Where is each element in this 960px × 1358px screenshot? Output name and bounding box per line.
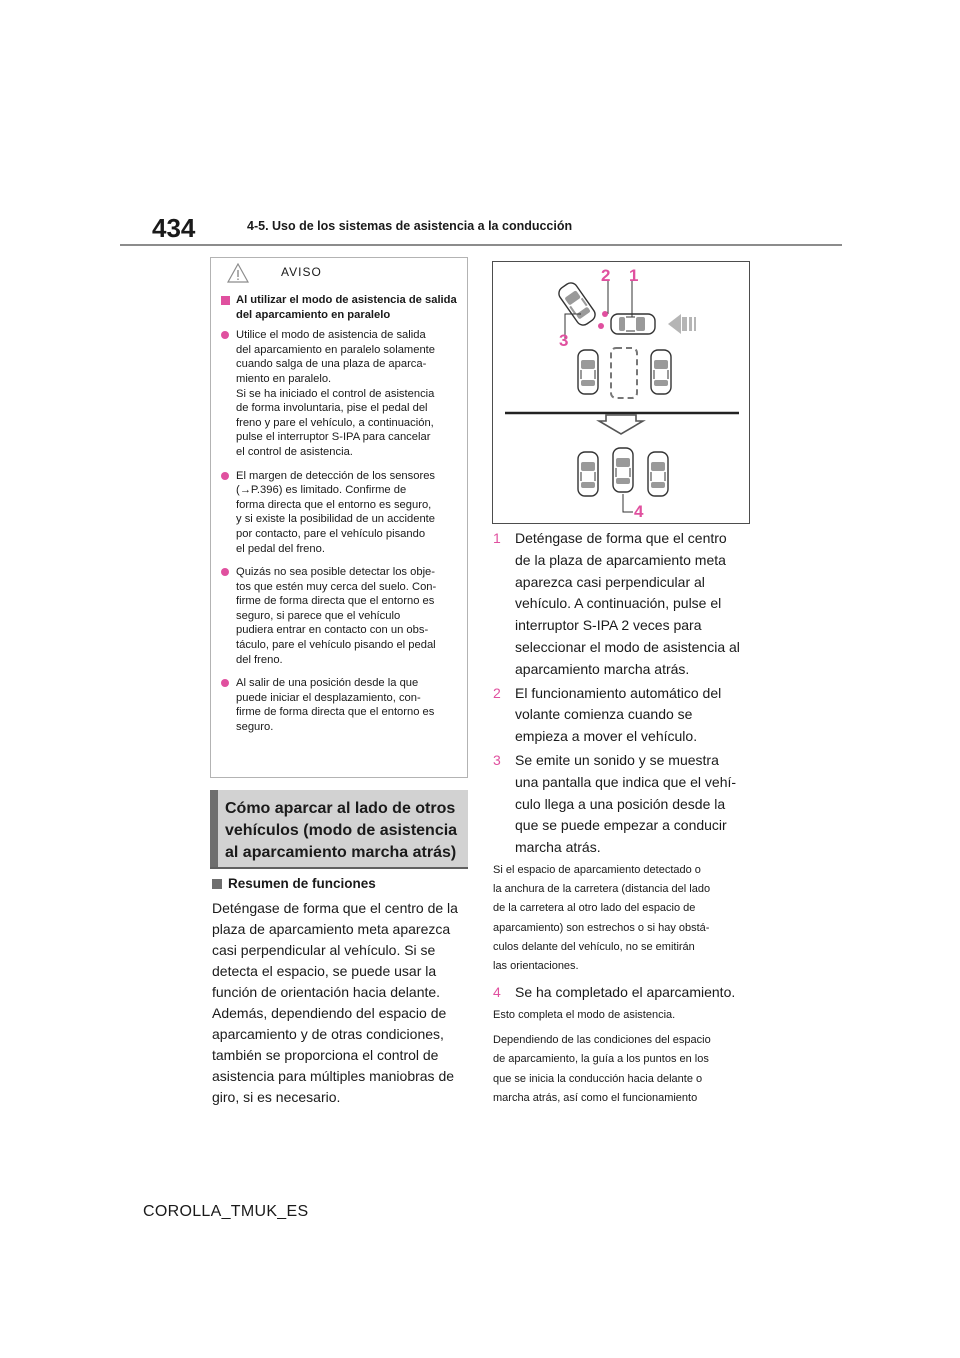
square-bullet-icon bbox=[212, 879, 222, 889]
callout-1: 1 bbox=[629, 266, 639, 285]
warning-bullet bbox=[221, 469, 463, 557]
callout-3: 3 bbox=[559, 331, 569, 350]
step-text: Se emite un sonido y se muestra una pantalla que indica que el vehí- culo llega a una posición desde la que se puede empezar a conducir marcha atrás. bbox=[515, 751, 737, 856]
warning-body bbox=[221, 293, 463, 744]
step-text: Se ha completado el aparcamiento. bbox=[515, 984, 736, 1001]
warning-title: AVISO bbox=[281, 265, 322, 279]
section-heading-box bbox=[210, 790, 468, 869]
warning-bullet bbox=[221, 328, 463, 459]
warning-bullet bbox=[221, 565, 463, 667]
square-bullet-icon bbox=[221, 296, 230, 305]
chapter-title: 4-5. Uso de los sistemas de asistencia a la conducción bbox=[247, 219, 573, 233]
down-arrow-icon bbox=[599, 415, 643, 434]
direction-arrow-icon bbox=[668, 314, 696, 334]
step-text: El funcionamiento automático del volante comienza cuando se empieza a mover el vehículo. bbox=[515, 684, 722, 745]
car-own-parked bbox=[613, 448, 633, 492]
warning-bullet bbox=[221, 676, 463, 734]
summary-heading-text: Resumen de funciones bbox=[228, 876, 376, 891]
section-heading-bar bbox=[210, 790, 218, 867]
step-item bbox=[493, 750, 753, 859]
summary-heading bbox=[212, 876, 376, 891]
car-parked-right-bottom bbox=[648, 452, 668, 496]
bullet-dot-icon bbox=[221, 472, 229, 480]
step-item bbox=[493, 982, 753, 1004]
warning-bullet-text: Utilice el modo de asistencia de salida del aparcamiento en paralelo solamente cuando salga de una plaza de aparca- miento en paralelo. Si se ha iniciado el control de asistencia de forma involuntaria, pise el pedal del freno y pare el vehículo, a continuación, pulse el interruptor S-IPA para cancelar el control de asistencia. bbox=[236, 329, 436, 458]
callout-2: 2 bbox=[601, 266, 611, 285]
step-number: 1 bbox=[493, 530, 501, 546]
step-text: Deténgase de forma que el centro de la plaza de aparcamiento meta aparezca casi perpendicular al vehículo. A continuación, pulse el interruptor S-IPA 2 veces para seleccionar el modo de asistencia al aparcamiento marcha atrás. bbox=[515, 530, 740, 677]
warning-bullet-text: Al salir de una posición desde la que puede iniciar el desplazamiento, con- firme de forma directa que el entorno es seguro. bbox=[236, 677, 435, 734]
warning-subheading bbox=[221, 293, 463, 322]
note-text: Si el espacio de aparcamiento detectado o la anchura de la carretera (distancia del lado de la carretera al otro lado del espacio de aparcamiento) son estrechos o si hay obstá- culos delante del vehículo, no se emitirán las orientaciones. bbox=[493, 863, 711, 972]
parking-diagram bbox=[492, 261, 750, 524]
note-text: Dependiendo de las condiciones del espacio de aparcamiento, la guía a los puntos en los que se inicia la conducción hacia delante o marcha atrás, así como el funcionamiento bbox=[493, 1034, 711, 1104]
step-item bbox=[493, 683, 753, 748]
car-own bbox=[611, 314, 655, 334]
warning-subheading-text: Al utilizar el modo de asistencia de salida del aparcamiento en paralelo bbox=[236, 294, 457, 321]
car-parked-right bbox=[651, 350, 671, 394]
summary-body: Deténgase de forma que el centro de la plaza de aparcamiento meta aparezca casi perpendicular al vehículo. Si se detecta el espacio, se puede usar la función de orientación hacia delante. Además, dependiendo del espacio de aparcamiento y de otras condiciones, también se proporciona el control de asistencia para múltiples maniobras de giro, si es necesario. bbox=[212, 900, 458, 1105]
page-number: 434 bbox=[152, 213, 196, 243]
step-item bbox=[493, 528, 753, 681]
steps-list bbox=[493, 528, 753, 1114]
header-divider bbox=[120, 244, 842, 246]
callout-4: 4 bbox=[634, 502, 644, 521]
warning-box bbox=[210, 257, 468, 778]
note-text: Esto completa el modo de asistencia. bbox=[493, 1008, 676, 1021]
car-angled bbox=[556, 280, 598, 328]
step-number: 4 bbox=[493, 984, 501, 1001]
bullet-dot-icon bbox=[221, 568, 229, 576]
bullet-dot-icon bbox=[221, 679, 229, 687]
step-number: 3 bbox=[493, 751, 501, 768]
parking-diagram-svg bbox=[493, 262, 749, 523]
car-parked-left-bottom bbox=[578, 452, 598, 496]
warning-bullet-text: Quizás no sea posible detectar los obje- tos que estén muy cerca del suelo. Con- firme de forma directa que el entorno es seguro, si parece que el vehículo pudiera entrar en contacto con un obs- táculo, pare el vehículo pisando el pedal del freno. bbox=[236, 566, 437, 666]
step-number: 2 bbox=[493, 684, 501, 701]
footer-doc-id: COROLLA_TMUK_ES bbox=[143, 1203, 309, 1220]
warning-triangle-icon bbox=[227, 263, 249, 288]
section-title: Cómo aparcar al lado de otros vehículos (modo de asistencia al aparcamiento marcha atrás) bbox=[225, 800, 458, 861]
warning-bullet-text: El margen de detección de los sensores (→P.396) es limitado. Confirme de forma directa que el entorno es seguro, y si existe la posibilidad de un accidente por contacto, pare el vehículo pisando el pedal del freno. bbox=[236, 469, 436, 555]
bullet-dot-icon bbox=[221, 331, 229, 339]
car-parked-left bbox=[578, 350, 598, 394]
target-space bbox=[611, 348, 637, 398]
